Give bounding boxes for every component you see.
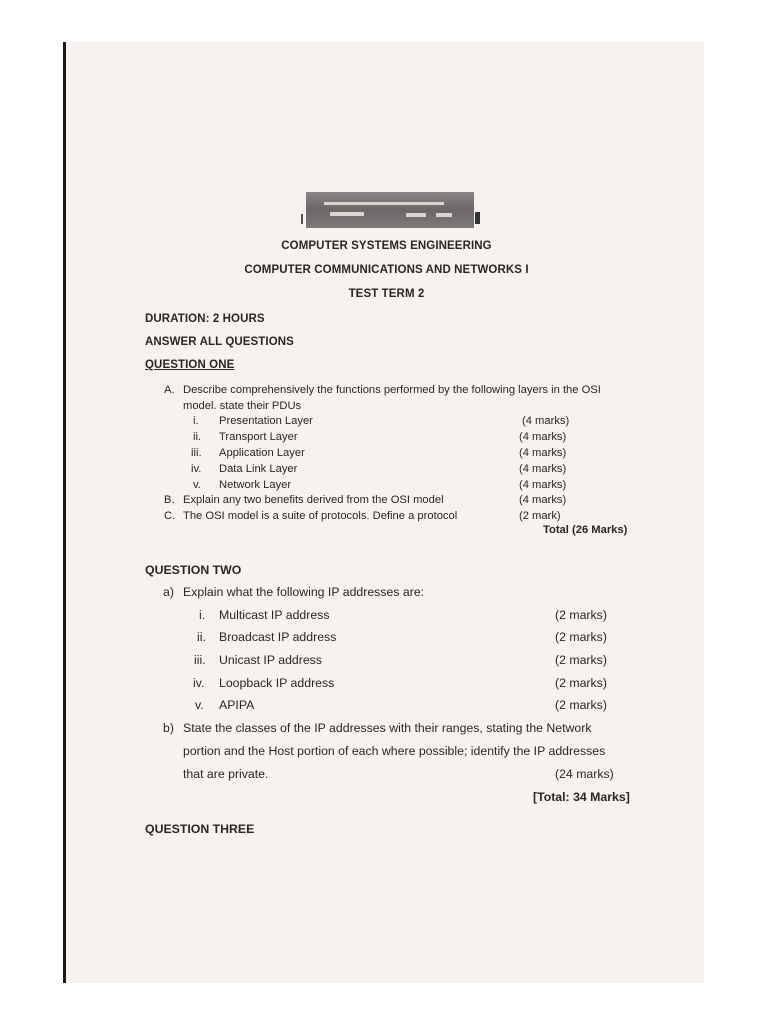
q1-b-marks: (4 marks) xyxy=(519,494,567,506)
q2-item-marks: (2 marks) xyxy=(555,653,607,667)
q2-b-line3: that are private. xyxy=(183,767,269,781)
q2-item-text: Broadcast IP address xyxy=(219,630,337,644)
q1-b-text: Explain any two benefits derived from the OSI model xyxy=(183,494,444,506)
department-title: COMPUTER SYSTEMS ENGINEERING xyxy=(281,240,492,252)
q2-item-text: Multicast IP address xyxy=(219,608,330,622)
q1-a-text-line1: Describe comprehensively the functions performed by the following layers in the OSI xyxy=(183,384,601,396)
q1-item-marks: (4 marks) xyxy=(522,415,570,427)
q2-item-marks: (2 marks) xyxy=(555,630,607,644)
duration: DURATION: 2 HOURS xyxy=(145,313,265,325)
q2-a-label: a) xyxy=(163,585,174,599)
question-three-title: QUESTION THREE xyxy=(145,822,255,836)
q1-item-num: ii. xyxy=(193,431,202,443)
q2-total: [Total: 34 Marks] xyxy=(533,790,630,804)
q2-item-text: APIPA xyxy=(219,698,255,712)
question-one-title: QUESTION ONE xyxy=(145,359,235,371)
q2-item-num: i. xyxy=(199,608,206,622)
q1-item-num: v. xyxy=(193,479,201,491)
q2-item-num: ii. xyxy=(197,630,206,644)
test-title: TEST TERM 2 xyxy=(348,288,425,300)
q1-item-num: i. xyxy=(193,415,199,427)
q2-b-line1: State the classes of the IP addresses with their ranges, stating the Network xyxy=(183,721,592,735)
q1-item-text: Application Layer xyxy=(219,447,305,459)
q1-item-text: Data Link Layer xyxy=(219,463,298,475)
q1-item-text: Transport Layer xyxy=(219,431,298,443)
q1-item-text: Presentation Layer xyxy=(219,415,313,427)
q1-b-label: B. xyxy=(164,494,175,506)
q1-a-text-line2: model. state their PDUs xyxy=(183,400,302,412)
question-two-title: QUESTION TWO xyxy=(145,563,242,577)
course-title: COMPUTER COMMUNICATIONS AND NETWORKS I xyxy=(244,264,529,276)
q1-total: Total (26 Marks) xyxy=(543,524,628,536)
q1-a-label: A. xyxy=(164,384,175,396)
q2-item-num: iii. xyxy=(194,653,206,667)
q1-c-label: C. xyxy=(164,510,176,522)
institution-logo xyxy=(306,192,474,228)
q2-a-text: Explain what the following IP addresses are: xyxy=(183,585,425,599)
q1-c-marks: (2 mark) xyxy=(519,510,561,522)
q2-item-num: v. xyxy=(195,698,204,712)
q2-item-marks: (2 marks) xyxy=(555,676,607,690)
q1-item-marks: (4 marks) xyxy=(519,447,567,459)
q1-item-text: Network Layer xyxy=(219,479,292,491)
q2-item-marks: (2 marks) xyxy=(555,698,607,712)
q2-item-text: Unicast IP address xyxy=(219,653,322,667)
q2-b-marks: (24 marks) xyxy=(555,767,614,781)
q1-item-marks: (4 marks) xyxy=(519,431,567,443)
q2-item-text: Loopback IP address xyxy=(219,676,335,690)
q2-item-num: iv. xyxy=(193,676,205,690)
q2-b-line2: portion and the Host portion of each where possible; identify the IP addresses xyxy=(183,744,606,758)
exam-paper xyxy=(63,42,704,983)
q1-item-marks: (4 marks) xyxy=(519,479,567,491)
q1-c-text: The OSI model is a suite of protocols. Define a protocol xyxy=(183,510,458,522)
q2-b-label: b) xyxy=(163,721,174,735)
q2-item-marks: (2 marks) xyxy=(555,608,607,622)
answer-all-instruction: ANSWER ALL QUESTIONS xyxy=(145,336,294,348)
q1-item-num: iv. xyxy=(191,463,202,475)
q1-item-marks: (4 marks) xyxy=(519,463,567,475)
q1-item-num: iii. xyxy=(191,447,202,459)
